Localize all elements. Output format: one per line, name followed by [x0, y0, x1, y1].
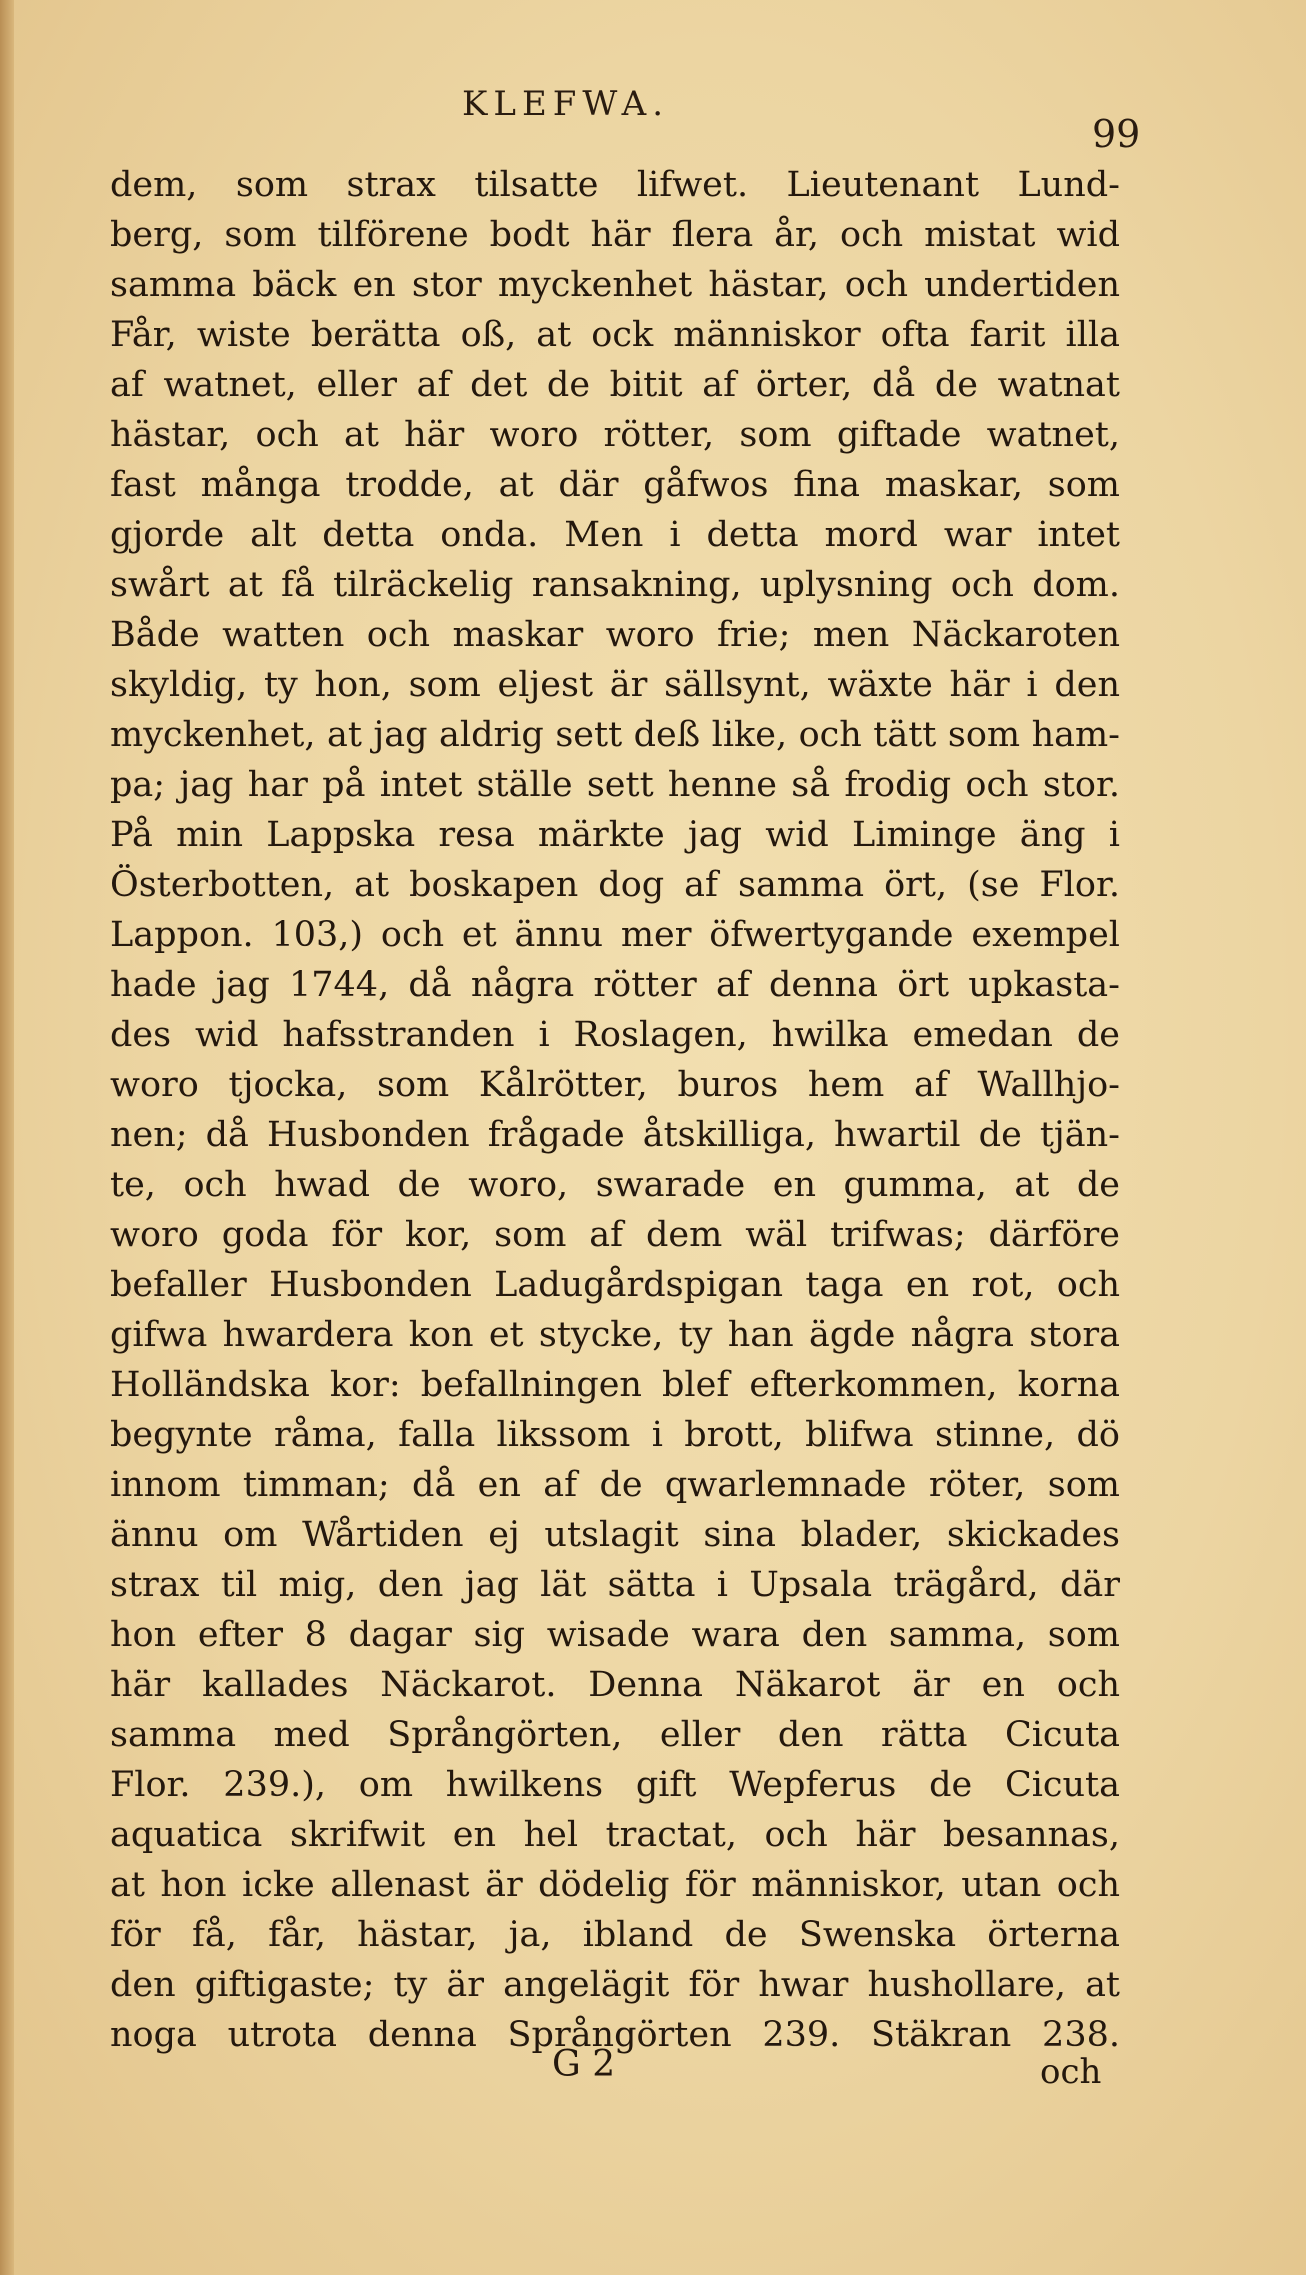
- text-line: skyldig, ty hon, som eljest är sällsynt, wäxte här i den: [110, 665, 1120, 705]
- catchword: och: [1040, 2052, 1102, 2092]
- text-line: befaller Husbonden Ladugårdspigan taga en rot, och: [110, 1265, 1120, 1305]
- text-line: gjorde alt detta onda. Men i detta mord war intet: [110, 515, 1120, 555]
- text-line: te, och hwad de woro, swarade en gumma, at de: [110, 1165, 1120, 1205]
- text-line: hästar, och at här woro rötter, som giftade watnet,: [110, 415, 1120, 455]
- running-head: KLEFWA.: [462, 84, 670, 124]
- body-text: [110, 160, 1120, 2060]
- text-line: Får, wiste berätta oß, at ock människor ofta farit illa: [110, 315, 1120, 355]
- text-line: berg, som tilförene bodt här flera år, och mistat wid: [110, 215, 1120, 255]
- page-number: 99: [1092, 112, 1141, 156]
- text-line: dem, som strax tilsatte lifwet. Lieutenant Lund-: [110, 165, 1120, 205]
- text-line: swårt at få tilräckelig ransakning, uplysning och dom.: [110, 565, 1120, 605]
- text-line: woro tjocka, som Kålrötter, buros hem af Wallhjo-: [110, 1065, 1120, 1105]
- page-edge: [0, 0, 14, 2275]
- text-line: här kallades Näckarot. Denna Näkarot är en och: [110, 1665, 1120, 1705]
- text-line: hon efter 8 dagar sig wisade wara den samma, som: [110, 1615, 1120, 1655]
- text-line: strax til mig, den jag lät sätta i Upsala trägård, där: [110, 1565, 1120, 1605]
- text-line: at hon icke allenast är dödelig för människor, utan och: [110, 1865, 1120, 1905]
- text-line: ännu om Wårtiden ej utslagit sina blader, skickades: [110, 1515, 1120, 1555]
- text-line: Flor. 239.), om hwilkens gift Wepferus de Cicuta: [110, 1765, 1120, 1805]
- text-line: samma med Språngörten, eller den rätta Cicuta: [110, 1715, 1120, 1755]
- text-line: noga utrota denna Språngörten 239. Stäkran 238.: [110, 2015, 1120, 2055]
- page-footer: [0, 2044, 1306, 2104]
- text-line: fast många trodde, at där gåfwos fina maskar, som: [110, 465, 1120, 505]
- text-line: innom timman; då en af de qwarlemnade röter, som: [110, 1465, 1120, 1505]
- text-line: Österbotten, at boskapen dog af samma ört, (se Flor.: [110, 865, 1120, 905]
- text-line: woro goda för kor, som af dem wäl trifwas; därföre: [110, 1215, 1120, 1255]
- text-line: begynte råma, falla likssom i brott, blifwa stinne, dö: [110, 1415, 1120, 1455]
- page-header: [0, 84, 1306, 154]
- text-line: den giftigaste; ty är angelägit för hwar hushollare, at: [110, 1965, 1120, 2005]
- text-line: hade jag 1744, då några rötter af denna ört upkasta-: [110, 965, 1120, 1005]
- text-line: af watnet, eller af det de bitit af örter, då de watnat: [110, 365, 1120, 405]
- text-line: Både watten och maskar woro frie; men Näckaroten: [110, 615, 1120, 655]
- text-line: pa; jag har på intet ställe sett henne så frodig och stor.: [110, 765, 1120, 805]
- text-line: nen; då Husbonden frågade åtskilliga, hwartil de tjän-: [110, 1115, 1120, 1155]
- text-line: Holländska kor: befallningen blef efterkommen, korna: [110, 1365, 1120, 1405]
- text-line: des wid hafsstranden i Roslagen, hwilka emedan de: [110, 1015, 1120, 1055]
- text-line: för få, får, hästar, ja, ibland de Swenska örterna: [110, 1915, 1120, 1955]
- text-line: aquatica skrifwit en hel tractat, och här besannas,: [110, 1815, 1120, 1855]
- text-line: samma bäck en stor myckenhet hästar, och undertiden: [110, 265, 1120, 305]
- signature-mark: G 2: [552, 2044, 616, 2085]
- text-line: Lappon. 103,) och et ännu mer öfwertygande exempel: [110, 915, 1120, 955]
- text-line: På min Lappska resa märkte jag wid Liminge äng i: [110, 815, 1120, 855]
- text-line: gifwa hwardera kon et stycke, ty han ägde några stora: [110, 1315, 1120, 1355]
- text-line: myckenhet, at jag aldrig sett deß like, och tätt som ham-: [110, 715, 1120, 755]
